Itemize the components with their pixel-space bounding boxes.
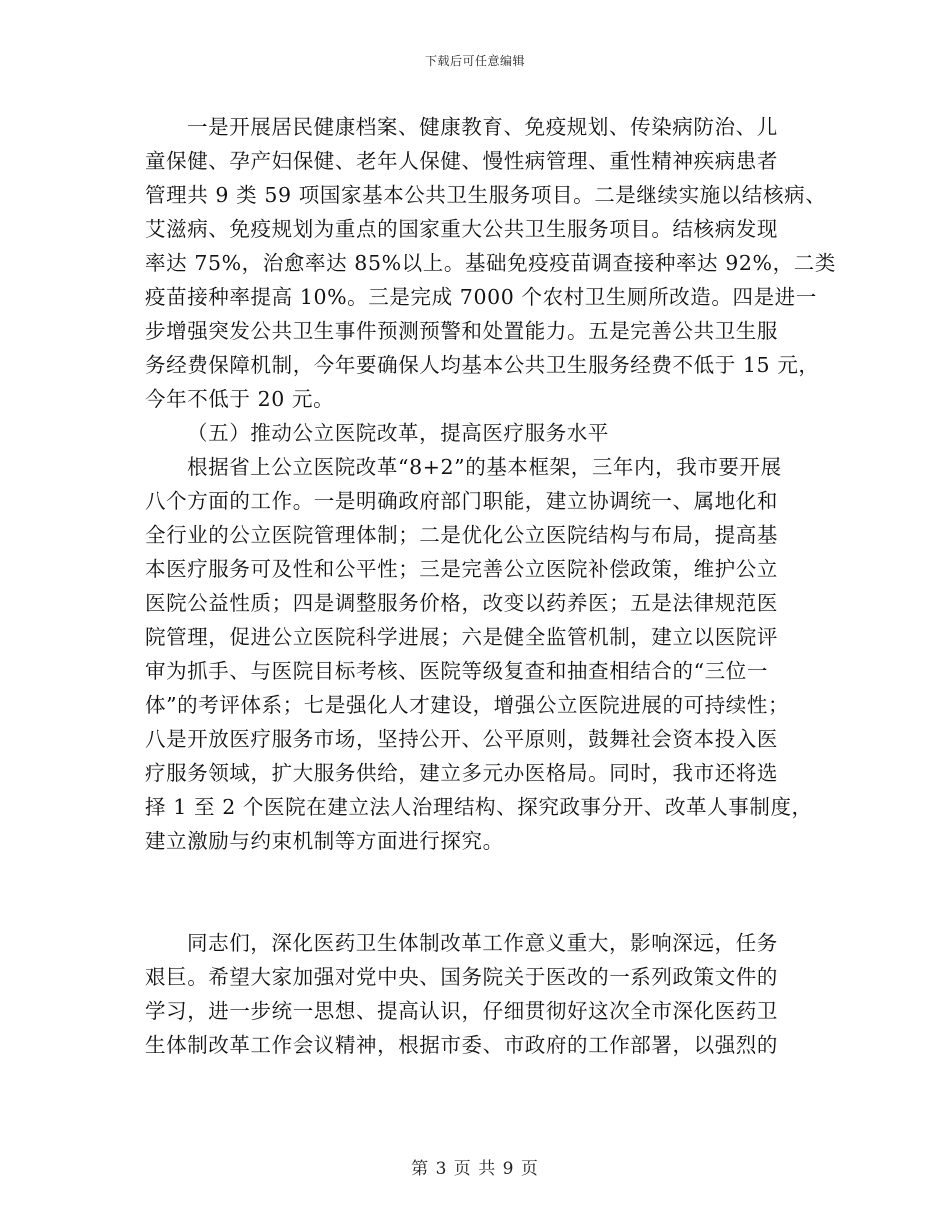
page-number: 第 3 页 共 9 页 [411,1159,539,1179]
paragraph-line: 学习，进一步统一思想、提高认识，仔细贯彻好这次全市深化医药卫 [145,999,778,1023]
paragraph-line: 八个方面的工作。一是明确政府部门职能，建立协调统一、属地化和 [145,489,778,513]
paragraph-line: 本医疗服务可及性和公平性；三是完善公立医院补偿政策，维护公立 [145,557,778,581]
paragraph-line: 择 1 至 2 个医院在建立法人治理结构、探究政事分开、改革人事制度， [145,795,813,819]
paragraph-line: 生体制改革工作会议精神，根据市委、市政府的工作部署，以强烈的 [145,1033,778,1057]
paragraph-line: 院管理，促进公立医院科学进展；六是健全监管机制，建立以医院评 [145,625,778,649]
paragraph-line: 一是开展居民健康档案、健康教育、免疫规划、传染病防治、儿 [187,115,778,139]
section-heading: （五）推动公立医院改革，提高医疗服务水平 [187,421,609,445]
paragraph-line: 疫苗接种率提高 10%。三是完成 7000 个农村卫生厕所改造。四是进一 [145,285,817,309]
paragraph-line: 艾滋病、免疫规划为重点的国家重大公共卫生服务项目。结核病发现 [145,217,778,241]
paragraph-line: 建立激励与约束机制等方面进行探究。 [145,829,504,853]
page-header: 下载后可任意编辑 [424,54,525,68]
paragraph-line: 疗服务领域，扩大服务供给，建立多元办医格局。同时，我市还将选 [145,761,778,785]
paragraph-line: 医院公益性质；四是调整服务价格，改变以药养医；五是法律规范医 [145,591,778,615]
paragraph-line: 同志们，深化医药卫生体制改革工作意义重大，影响深远，任务 [187,931,778,955]
paragraph-line: 率达 75%，治愈率达 85%以上。基础免疫疫苗调查接种率达 92%，二类 [145,251,836,275]
paragraph-line: 步增强突发公共卫生事件预测预警和处置能力。五是完善公共卫生服 [145,319,778,343]
paragraph-line: 全行业的公立医院管理体制；二是优化公立医院结构与布局，提高基 [145,523,778,547]
paragraph-line: 务经费保障机制，今年要确保人均基本公共卫生服务经费不低于 15 元， [145,353,820,377]
paragraph-line: 童保健、孕产妇保健、老年人保健、慢性病管理、重性精神疾病患者 [145,149,778,173]
paragraph-line: 管理共 9 类 59 项国家基本公共卫生服务项目。二是继续实施以结核病、 [145,183,827,207]
paragraph-line: 体”的考评体系；七是强化人才建设，增强公立医院进展的可持续性； [145,693,790,717]
paragraph-line: 今年不低于 20 元。 [145,387,335,411]
paragraph-line: 八是开放医疗服务市场，坚持公开、公平原则，鼓舞社会资本投入医 [145,727,778,751]
paragraph-line: 审为抓手、与医院目标考核、医院等级复查和抽查相结合的“三位一 [145,659,768,683]
paragraph-line: 艰巨。希望大家加强对党中央、国务院关于医改的一系列政策文件的 [145,965,778,989]
paragraph-line: 根据省上公立医院改革“8+2”的基本框架，三年内，我市要开展 [187,455,782,479]
